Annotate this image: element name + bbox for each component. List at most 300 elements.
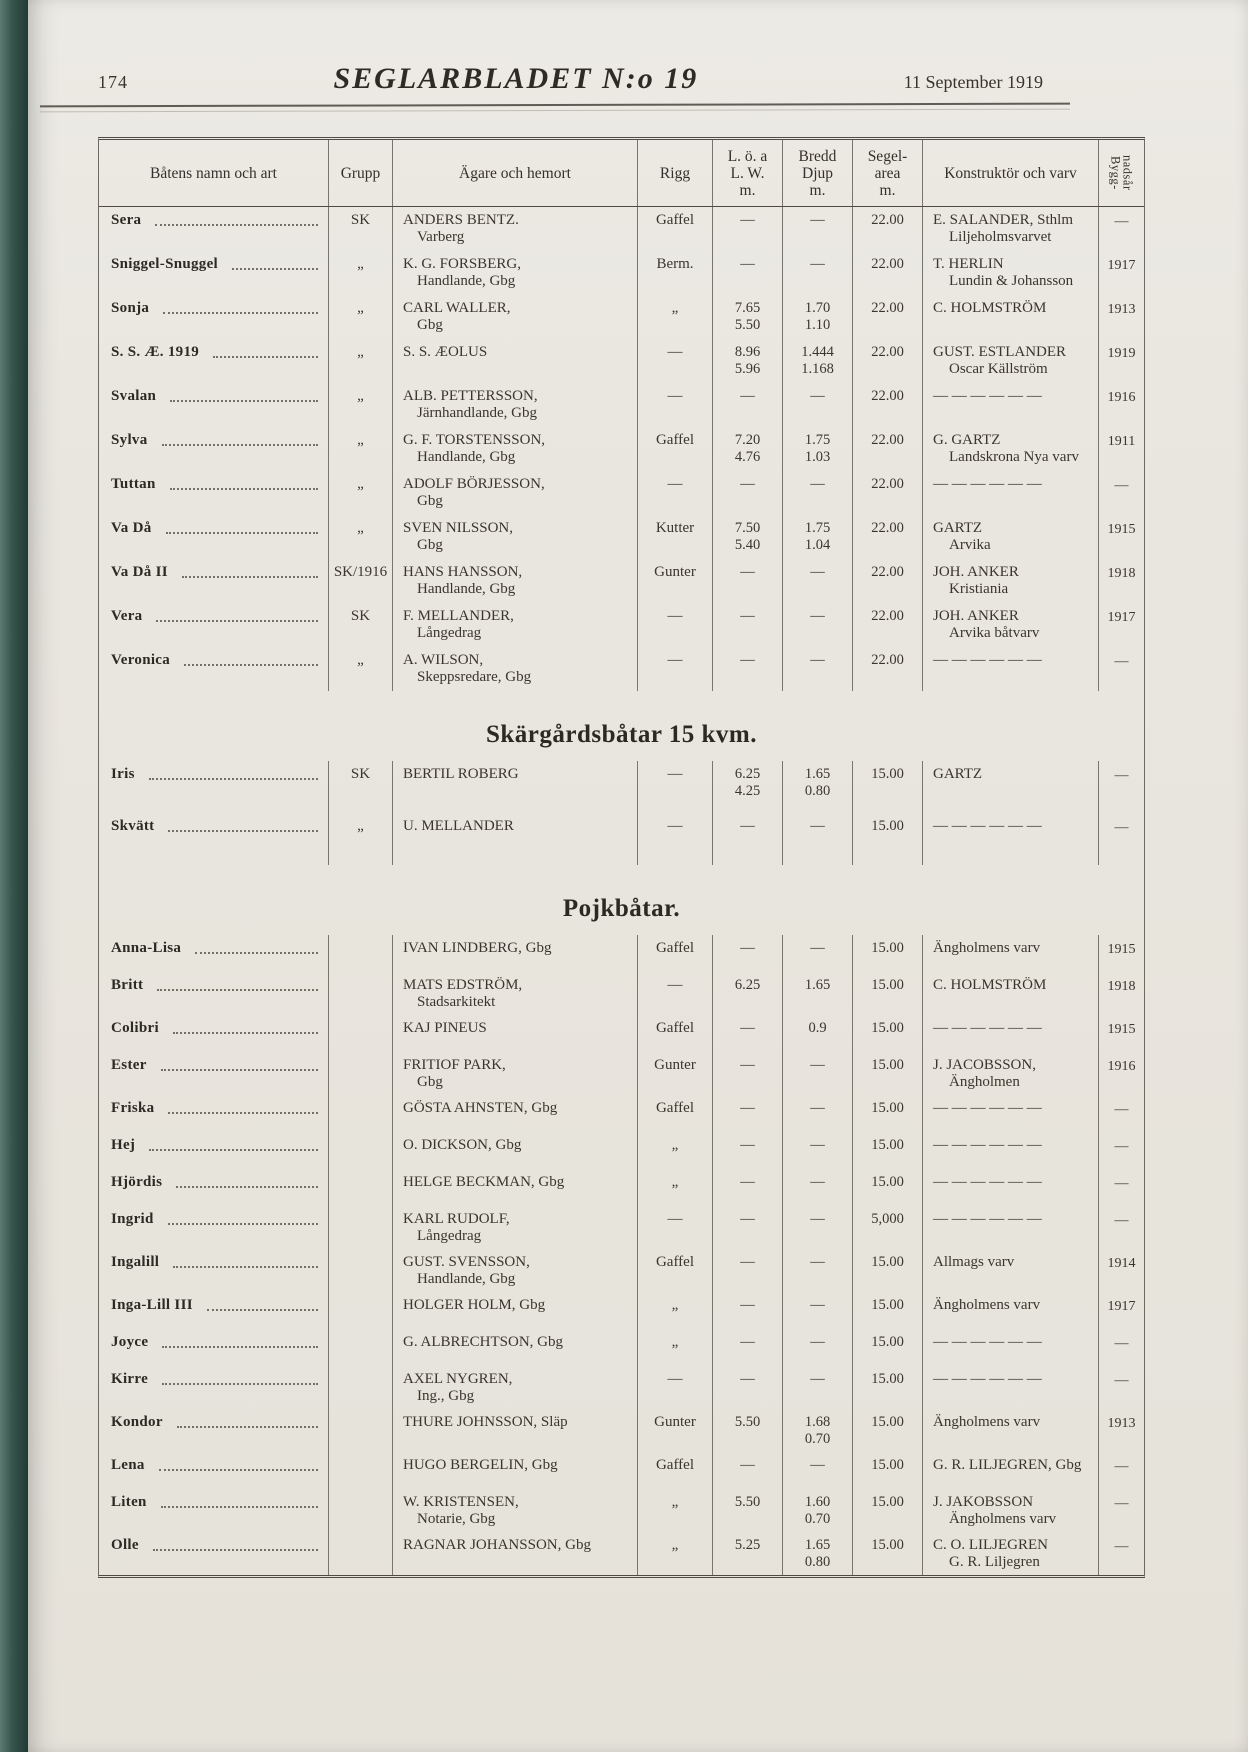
group-cell xyxy=(329,1015,393,1052)
rig-cell: Berm. xyxy=(638,251,713,295)
boat-name-cell xyxy=(99,1206,329,1249)
owner-line: Gbg xyxy=(417,537,443,553)
boat-name-cell xyxy=(99,935,329,972)
column-header-builder: Konstruktör och varv xyxy=(923,140,1099,206)
owner-line: S. S. ÆOLUS xyxy=(403,344,488,360)
sail-area-cell: 22.00 xyxy=(853,383,923,427)
builder-cell xyxy=(923,251,1099,295)
loa-cell xyxy=(713,1409,783,1452)
group-cell: „ xyxy=(329,813,393,865)
boat-name-cell xyxy=(99,647,329,691)
column-header-name: Båtens namn och art xyxy=(99,140,329,206)
rig-cell: „ xyxy=(638,295,713,339)
boat-name: Iris xyxy=(111,766,135,782)
rig-cell: — xyxy=(638,383,713,427)
boat-name: Liten xyxy=(111,1494,147,1510)
loa-cell xyxy=(713,813,783,865)
builder-line: — — — — — — xyxy=(933,388,1042,404)
builder-line: Ängholmen xyxy=(949,1074,1020,1090)
beam-value: — xyxy=(810,212,825,228)
beam-cell xyxy=(783,1532,853,1575)
sail-area-cell: 15.00 xyxy=(853,1095,923,1132)
boat-name: Anna-Lisa xyxy=(111,940,182,956)
sail-area-cell: 15.00 xyxy=(853,1169,923,1206)
build-year-cell: 1911 xyxy=(1107,434,1136,449)
loa-value: 5.50 xyxy=(734,317,761,333)
rig-cell: Gaffel xyxy=(638,1249,713,1292)
builder-line: — — — — — — xyxy=(933,1137,1042,1153)
owner-line: Skeppsredare, Gbg xyxy=(417,669,532,685)
dotted-leader xyxy=(161,1057,318,1071)
sail-area-cell: 15.00 xyxy=(853,761,923,813)
loa-value: 4.25 xyxy=(734,783,761,799)
builder-line: J. JACOBSSON, xyxy=(933,1057,1036,1073)
loa-cell xyxy=(713,1206,783,1249)
loa-value: — xyxy=(740,1020,755,1036)
boat-name: Ester xyxy=(111,1057,147,1073)
boat-name-cell xyxy=(99,295,329,339)
beam-cell xyxy=(783,1489,853,1532)
loa-value: — xyxy=(740,818,755,834)
owner-line: HOLGER HOLM, Gbg xyxy=(403,1297,546,1313)
builder-cell xyxy=(923,1366,1099,1409)
beam-value: 1.65 xyxy=(804,977,831,993)
dotted-leader xyxy=(149,766,318,780)
beam-value: — xyxy=(810,1057,825,1073)
owner-cell xyxy=(393,1206,638,1249)
boat-name-cell xyxy=(99,813,329,865)
dotted-leader xyxy=(195,940,318,954)
group-cell: „ xyxy=(329,339,393,383)
group-cell xyxy=(329,1489,393,1532)
builder-cell xyxy=(923,1409,1099,1452)
loa-value: — xyxy=(740,1297,755,1313)
builder-line: Kristiania xyxy=(949,581,1009,597)
boat-name: Skvätt xyxy=(111,818,155,834)
loa-value: 5.50 xyxy=(734,1414,761,1430)
boat-name: Colibri xyxy=(111,1020,159,1036)
beam-cell xyxy=(783,972,853,1015)
owner-line: O. DICKSON, Gbg xyxy=(403,1137,522,1153)
loa-cell xyxy=(713,339,783,383)
loa-cell xyxy=(713,1249,783,1292)
owner-cell xyxy=(393,1015,638,1052)
loa-value: 6.25 xyxy=(734,766,761,782)
owner-line: HUGO BERGELIN, Gbg xyxy=(403,1457,558,1473)
group-cell: „ xyxy=(329,295,393,339)
builder-cell xyxy=(923,295,1099,339)
owner-cell xyxy=(393,1292,638,1329)
sail-area-cell: 15.00 xyxy=(853,1015,923,1052)
boat-name: Va Då II xyxy=(111,564,168,580)
boat-name-cell xyxy=(99,603,329,647)
beam-value: — xyxy=(810,388,825,404)
owner-line: Gbg xyxy=(417,1074,443,1090)
beam-cell xyxy=(783,1366,853,1409)
owner-line: Stadsarkitekt xyxy=(417,994,496,1010)
loa-value: — xyxy=(740,212,755,228)
loa-value: — xyxy=(740,608,755,624)
loa-cell xyxy=(713,427,783,471)
beam-value: 0.70 xyxy=(804,1511,831,1527)
builder-cell xyxy=(923,972,1099,1015)
beam-value: — xyxy=(810,1211,825,1227)
owner-line: Långedrag xyxy=(417,1228,482,1244)
builder-line: Landskrona Nya varv xyxy=(949,449,1079,465)
owner-line: U. MELLANDER xyxy=(403,818,514,834)
builder-cell xyxy=(923,515,1099,559)
builder-line: GARTZ xyxy=(933,766,983,782)
beam-value: 1.65 xyxy=(804,1537,831,1553)
loa-cell xyxy=(713,1052,783,1095)
builder-cell xyxy=(923,1206,1099,1249)
boat-name: Lena xyxy=(111,1457,145,1473)
beam-value: 1.444 xyxy=(801,344,834,360)
owner-cell xyxy=(393,339,638,383)
sail-area-cell: 15.00 xyxy=(853,1409,923,1452)
beam-value: 1.04 xyxy=(804,537,831,553)
loa-cell xyxy=(713,935,783,972)
build-year-cell: 1913 xyxy=(1107,1416,1136,1431)
builder-line: Ängholmens varv xyxy=(933,940,1041,956)
builder-line: G. R. LILJEGREN, Gbg xyxy=(933,1457,1082,1473)
builder-line: — — — — — — xyxy=(933,1334,1042,1350)
builder-cell xyxy=(923,603,1099,647)
loa-cell xyxy=(713,1329,783,1366)
owner-line: BERTIL ROBERG xyxy=(403,766,519,782)
boat-name: Sonja xyxy=(111,300,150,316)
beam-value: 1.70 xyxy=(804,300,831,316)
owner-line: Handlande, Gbg xyxy=(417,273,516,289)
build-year-cell: — xyxy=(1114,768,1129,783)
beam-cell xyxy=(783,1132,853,1169)
loa-cell xyxy=(713,559,783,603)
loa-cell xyxy=(713,471,783,515)
beam-cell xyxy=(783,1052,853,1095)
beam-cell xyxy=(783,603,853,647)
boat-name-cell xyxy=(99,1292,329,1329)
column-header-owner: Ägare och hemort xyxy=(393,140,638,206)
loa-value: — xyxy=(740,256,755,272)
builder-line: — — — — — — xyxy=(933,1371,1042,1387)
boat-name: Ingrid xyxy=(111,1211,154,1227)
owner-cell xyxy=(393,383,638,427)
beam-cell xyxy=(783,761,853,813)
build-year-cell: 1915 xyxy=(1107,942,1136,957)
masthead-title: SEGLARBLADET N:o 19 xyxy=(333,62,699,95)
owner-line: G. F. TORSTENSSON, xyxy=(403,432,546,448)
beam-value: — xyxy=(810,1457,825,1473)
rig-cell: Gaffel xyxy=(638,427,713,471)
boat-name: Veronica xyxy=(111,652,171,668)
owner-line: HELGE BECKMAN, Gbg xyxy=(403,1174,565,1190)
loa-cell xyxy=(713,207,783,251)
builder-line: — — — — — — xyxy=(933,476,1042,492)
rig-cell: — xyxy=(638,1366,713,1409)
owner-cell xyxy=(393,935,638,972)
loa-value: — xyxy=(740,1057,755,1073)
group-cell: SK xyxy=(329,761,393,813)
loa-cell xyxy=(713,972,783,1015)
beam-value: 1.75 xyxy=(804,432,831,448)
beam-cell xyxy=(783,1249,853,1292)
loa-value: — xyxy=(740,1457,755,1473)
owner-cell xyxy=(393,515,638,559)
owner-line: A. WILSON, xyxy=(403,652,484,668)
dotted-leader xyxy=(207,1297,318,1311)
boat-name: Kondor xyxy=(111,1414,163,1430)
dotted-leader xyxy=(168,818,318,832)
dotted-leader xyxy=(173,1020,318,1034)
sail-area-cell: 15.00 xyxy=(853,1489,923,1532)
owner-line: Handlande, Gbg xyxy=(417,1271,516,1287)
paper-sheet xyxy=(28,0,1248,1752)
beam-value: 1.10 xyxy=(804,317,831,333)
owner-line: Järnhandlande, Gbg xyxy=(417,405,537,421)
builder-cell xyxy=(923,1095,1099,1132)
beam-cell xyxy=(783,935,853,972)
beam-cell xyxy=(783,647,853,691)
group-cell: SK xyxy=(329,603,393,647)
builder-cell xyxy=(923,427,1099,471)
beam-value: 0.80 xyxy=(804,1554,831,1570)
loa-cell xyxy=(713,1452,783,1489)
beam-value: 1.65 xyxy=(804,766,831,782)
owner-cell xyxy=(393,813,638,865)
rig-cell: Gunter xyxy=(638,1052,713,1095)
build-year-cell: 1916 xyxy=(1107,1059,1136,1074)
rig-cell: Gaffel xyxy=(638,1095,713,1132)
boat-name: Ingalill xyxy=(111,1254,160,1270)
group-cell xyxy=(329,1095,393,1132)
sail-area-cell: 15.00 xyxy=(853,1292,923,1329)
beam-value: 0.9 xyxy=(808,1020,827,1036)
sail-area-cell: 5,000 xyxy=(853,1206,923,1249)
builder-line: Liljeholmsvarvet xyxy=(949,229,1052,245)
group-cell: „ xyxy=(329,427,393,471)
rig-cell: — xyxy=(638,471,713,515)
owner-line: Varberg xyxy=(417,229,465,245)
builder-cell xyxy=(923,1169,1099,1206)
loa-value: 5.40 xyxy=(734,537,761,553)
builder-line: GARTZ xyxy=(933,520,983,536)
boat-name: Inga-Lill III xyxy=(111,1297,193,1313)
boat-name-cell xyxy=(99,515,329,559)
owner-cell xyxy=(393,647,638,691)
rig-cell: „ xyxy=(638,1489,713,1532)
boat-name-cell xyxy=(99,1015,329,1052)
loa-cell xyxy=(713,1489,783,1532)
build-year-cell: — xyxy=(1114,1176,1129,1191)
owner-line: KARL RUDOLF, xyxy=(403,1211,510,1227)
boat-name: Britt xyxy=(111,977,144,993)
dotted-leader xyxy=(163,300,318,314)
owner-line: SVEN NILSSON, xyxy=(403,520,514,536)
owner-line: RAGNAR JOHANSSON, Gbg xyxy=(403,1537,591,1553)
rig-cell: — xyxy=(638,339,713,383)
masthead-rule xyxy=(40,103,1070,113)
sail-area-cell: 22.00 xyxy=(853,251,923,295)
loa-value: — xyxy=(740,1254,755,1270)
owner-line: F. MELLANDER, xyxy=(403,608,514,624)
boat-name-cell xyxy=(99,1409,329,1452)
group-cell xyxy=(329,1366,393,1409)
builder-cell xyxy=(923,383,1099,427)
boat-name: Vera xyxy=(111,608,143,624)
beam-cell xyxy=(783,1329,853,1366)
boat-name-cell xyxy=(99,1095,329,1132)
loa-cell xyxy=(713,1532,783,1575)
beam-value: — xyxy=(810,256,825,272)
beam-value: — xyxy=(810,1254,825,1270)
boat-name: Sylva xyxy=(111,432,148,448)
dotted-leader xyxy=(149,1137,318,1151)
loa-value: — xyxy=(740,1100,755,1116)
boat-register-table xyxy=(98,137,1145,1578)
build-year-cell: 1917 xyxy=(1107,258,1136,273)
group-cell xyxy=(329,1452,393,1489)
owner-cell xyxy=(393,295,638,339)
sail-area-cell: 22.00 xyxy=(853,559,923,603)
loa-value: 5.25 xyxy=(734,1537,761,1553)
dotted-leader xyxy=(232,256,318,270)
sail-area-cell: 22.00 xyxy=(853,603,923,647)
beam-cell xyxy=(783,383,853,427)
section-title: Skärgårdsbåtar 15 kvm. xyxy=(486,721,757,748)
sail-area-cell: 22.00 xyxy=(853,515,923,559)
boat-name-cell xyxy=(99,1132,329,1169)
builder-cell xyxy=(923,1489,1099,1532)
builder-line: C. O. LILJEGREN xyxy=(933,1537,1048,1553)
boat-name-cell xyxy=(99,251,329,295)
owner-line: W. KRISTENSEN, xyxy=(403,1494,519,1510)
build-year-cell: — xyxy=(1114,1539,1129,1554)
beam-value: — xyxy=(810,564,825,580)
column-header-build-year: Bygg- nadsår xyxy=(1108,155,1135,191)
builder-line: JOH. ANKER xyxy=(933,608,1019,624)
rig-cell: „ xyxy=(638,1169,713,1206)
loa-cell xyxy=(713,383,783,427)
rig-cell: — xyxy=(638,647,713,691)
owner-cell xyxy=(393,1489,638,1532)
dotted-leader xyxy=(157,977,318,991)
group-cell: „ xyxy=(329,515,393,559)
loa-value: — xyxy=(740,1137,755,1153)
build-year-cell: — xyxy=(1114,1336,1129,1351)
page-number: 174 xyxy=(98,72,128,92)
builder-line: — — — — — — xyxy=(933,1211,1042,1227)
build-year-cell: 1917 xyxy=(1107,1299,1136,1314)
table-body xyxy=(99,207,1144,1575)
sail-area-cell: 22.00 xyxy=(853,427,923,471)
dotted-leader xyxy=(159,1457,318,1471)
group-cell xyxy=(329,1052,393,1095)
loa-value: — xyxy=(740,652,755,668)
dotted-leader xyxy=(161,1494,318,1508)
boat-name-cell xyxy=(99,972,329,1015)
sail-area-cell: 15.00 xyxy=(853,1452,923,1489)
owner-line: K. G. FORSBERG, xyxy=(403,256,521,272)
beam-cell xyxy=(783,295,853,339)
boat-name-cell xyxy=(99,1452,329,1489)
boat-name-cell xyxy=(99,1329,329,1366)
loa-value: — xyxy=(740,564,755,580)
dotted-leader xyxy=(213,344,318,358)
sail-area-cell: 15.00 xyxy=(853,1052,923,1095)
beam-value: — xyxy=(810,818,825,834)
builder-cell xyxy=(923,471,1099,515)
loa-cell xyxy=(713,603,783,647)
builder-cell xyxy=(923,1015,1099,1052)
dotted-leader xyxy=(182,564,318,578)
rig-cell: Kutter xyxy=(638,515,713,559)
builder-line: Oscar Källström xyxy=(949,361,1048,377)
section-rows xyxy=(99,935,1144,1575)
dotted-leader xyxy=(166,520,318,534)
rig-cell: Gaffel xyxy=(638,935,713,972)
issue-date: 11 September 1919 xyxy=(903,72,1043,92)
group-cell: „ xyxy=(329,471,393,515)
sail-area-cell: 15.00 xyxy=(853,1249,923,1292)
dotted-leader xyxy=(153,1537,318,1551)
sail-area-cell: 15.00 xyxy=(853,1532,923,1575)
beam-cell xyxy=(783,559,853,603)
sail-area-cell: 22.00 xyxy=(853,339,923,383)
loa-value: 7.50 xyxy=(734,520,761,536)
owner-cell xyxy=(393,471,638,515)
loa-value: — xyxy=(740,940,755,956)
dotted-leader xyxy=(170,388,318,402)
owner-cell xyxy=(393,1452,638,1489)
owner-line: AXEL NYGREN, xyxy=(403,1371,513,1387)
group-cell xyxy=(329,1249,393,1292)
loa-cell xyxy=(713,1292,783,1329)
owner-line: Handlande, Gbg xyxy=(417,449,516,465)
builder-line: — — — — — — xyxy=(933,1174,1042,1190)
beam-cell xyxy=(783,251,853,295)
build-year-cell: — xyxy=(1114,1373,1129,1388)
boat-name-cell xyxy=(99,207,329,251)
group-cell xyxy=(329,1132,393,1169)
boat-name-cell xyxy=(99,761,329,813)
dotted-leader xyxy=(156,608,318,622)
boat-name: Olle xyxy=(111,1537,139,1553)
beam-value: 1.03 xyxy=(804,449,831,465)
owner-line: ADOLF BÖRJESSON, xyxy=(403,476,545,492)
loa-value: — xyxy=(740,476,755,492)
owner-cell xyxy=(393,761,638,813)
owner-cell xyxy=(393,1095,638,1132)
group-cell: „ xyxy=(329,251,393,295)
builder-line: — — — — — — xyxy=(933,652,1042,668)
boat-name-cell xyxy=(99,427,329,471)
beam-value: — xyxy=(810,652,825,668)
build-year-cell: — xyxy=(1114,1102,1129,1117)
beam-cell xyxy=(783,427,853,471)
owner-cell xyxy=(393,1532,638,1575)
boat-name: Kirre xyxy=(111,1371,149,1387)
sail-area-cell: 22.00 xyxy=(853,295,923,339)
builder-line: — — — — — — xyxy=(933,818,1042,834)
section-rows xyxy=(99,761,1144,865)
loa-value: 7.65 xyxy=(734,300,761,316)
dotted-leader xyxy=(155,212,318,226)
owner-cell xyxy=(393,972,638,1015)
sail-area-cell: 15.00 xyxy=(853,1329,923,1366)
owner-cell xyxy=(393,427,638,471)
build-year-cell: — xyxy=(1114,1459,1129,1474)
owner-line: ANDERS BENTZ. xyxy=(403,212,519,228)
